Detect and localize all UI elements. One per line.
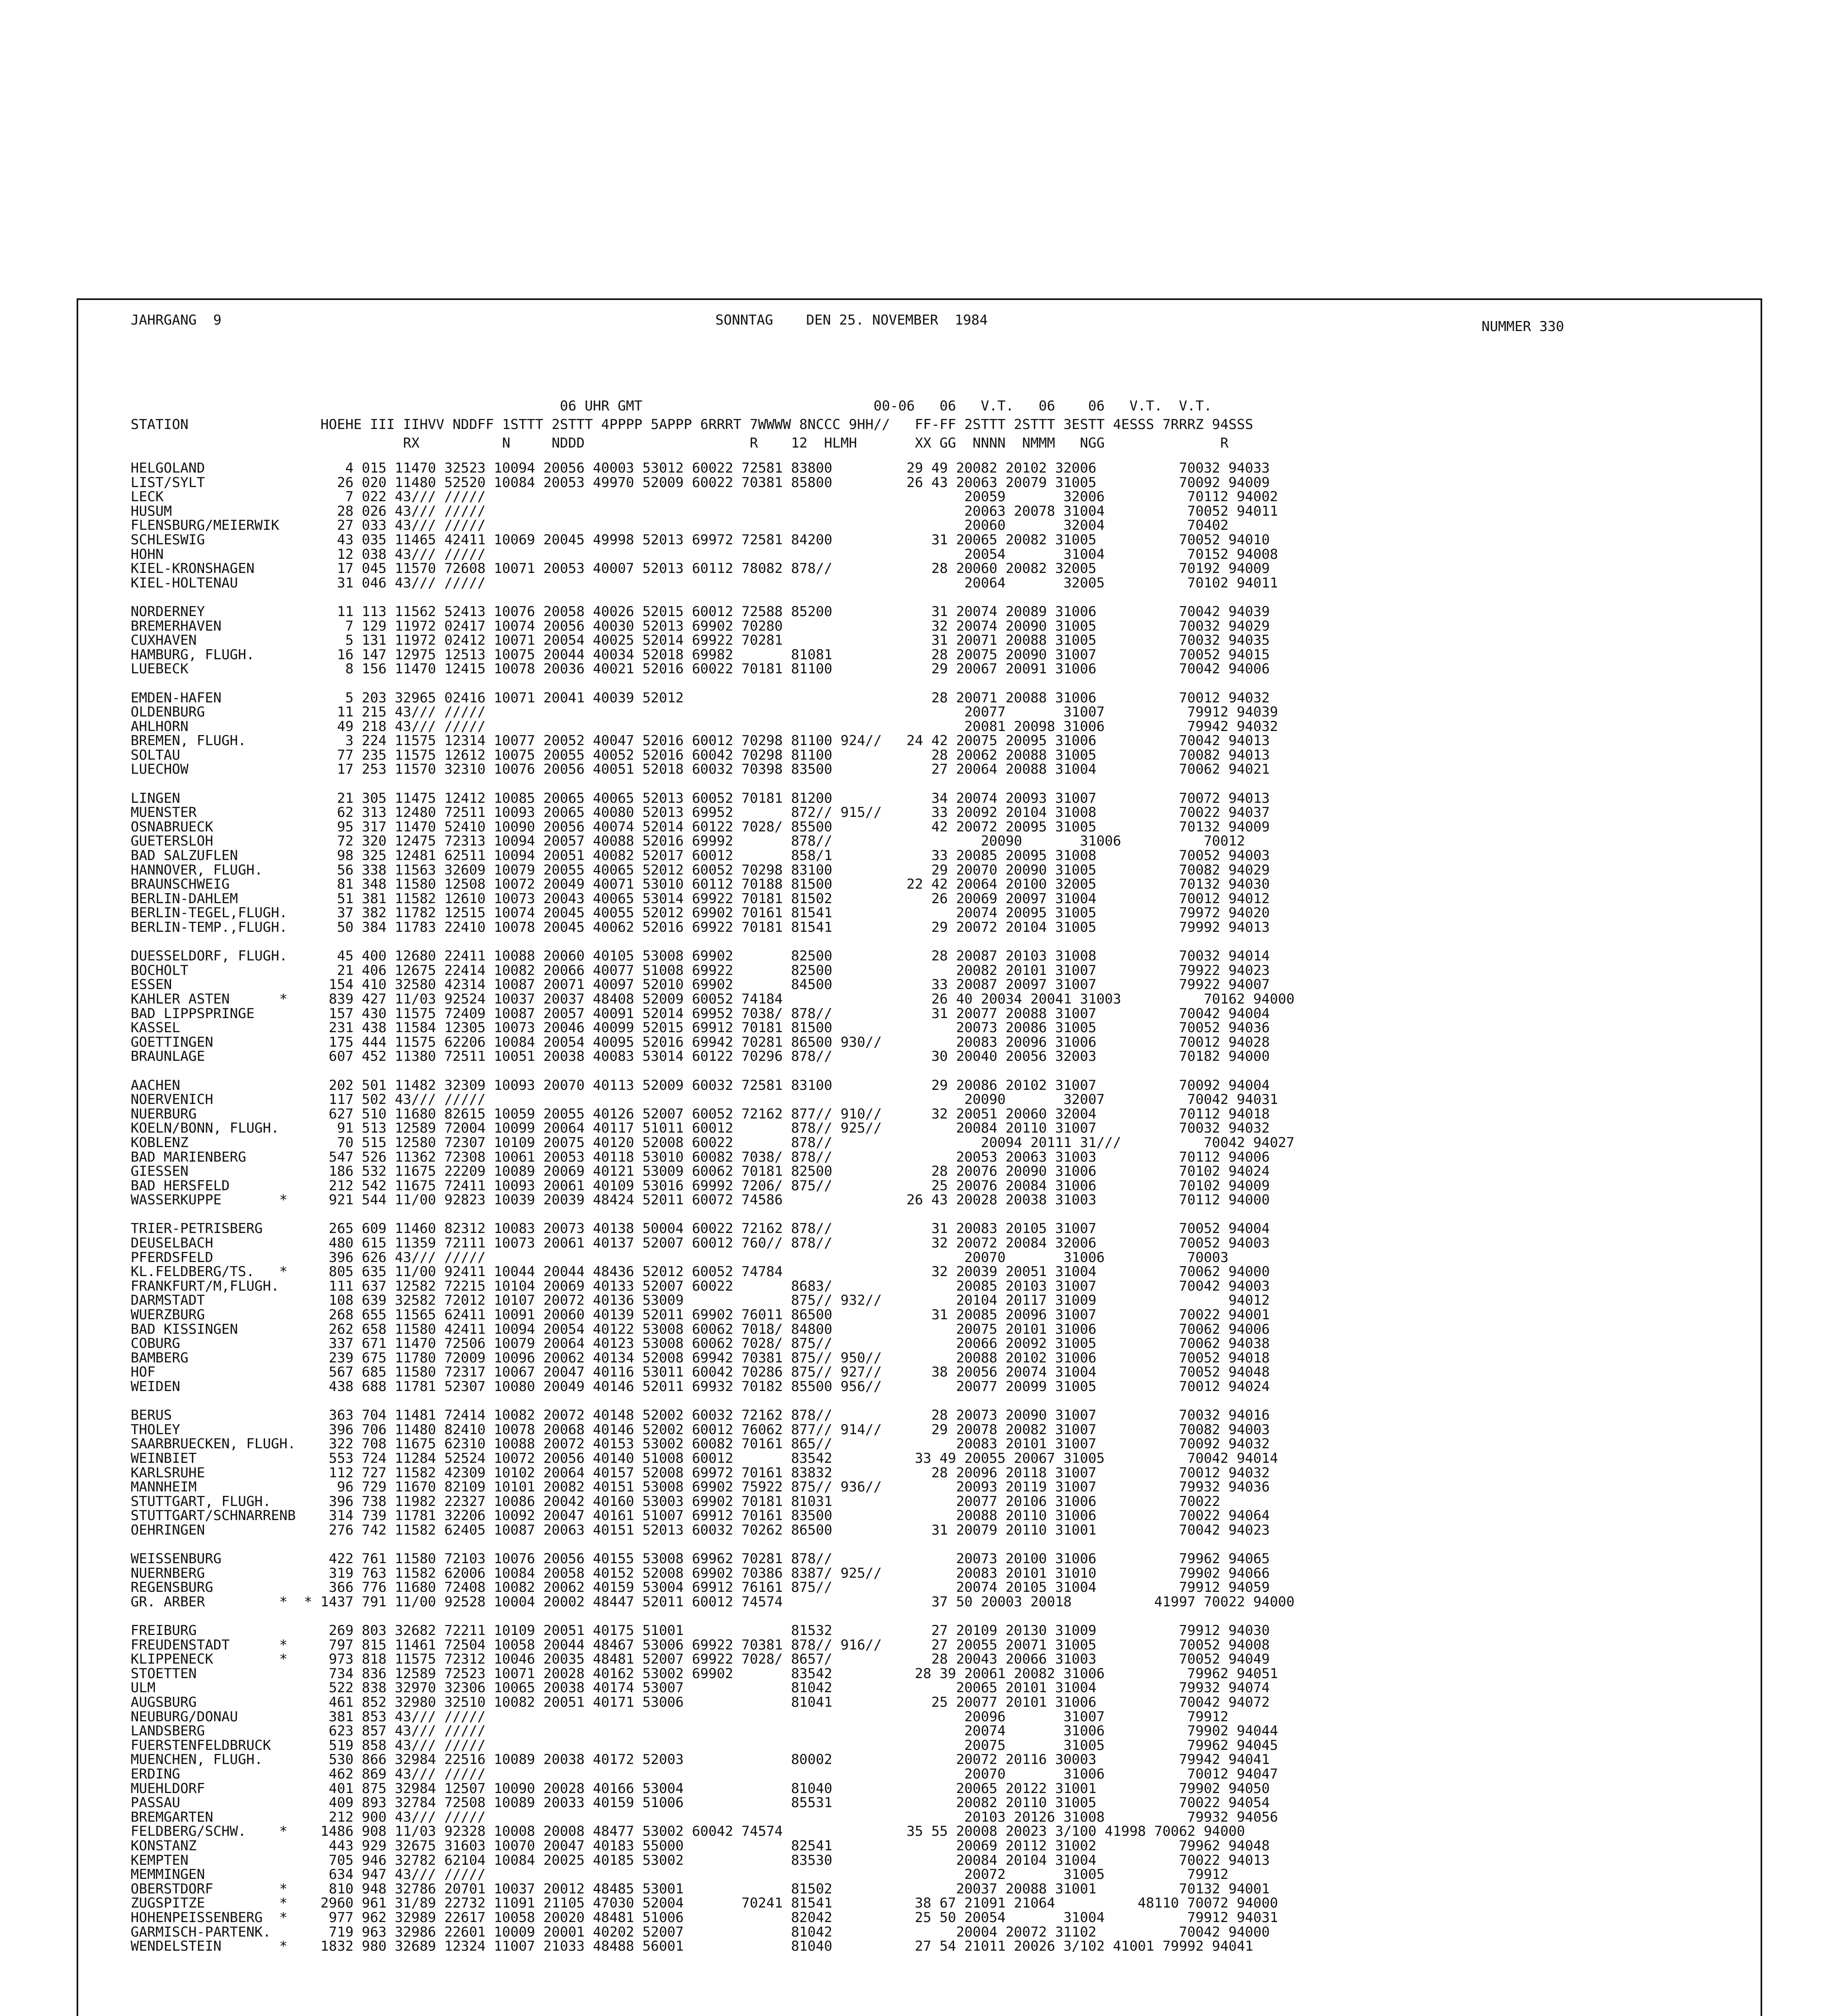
- table-row: MANNHEIM 96 729 11670 82109 10101 20082 40151 53008 69902 75922 875// 936// 20093 20119 31007 79932 94036: [131, 1479, 1270, 1495]
- group-separator: [131, 677, 1294, 691]
- column-header-line-3: RX N NDDD R 12 HLMH XX GG NNNN NMMM NGG R: [131, 435, 1229, 451]
- group-separator: [131, 1394, 1294, 1409]
- table-row: WEIDEN 438 688 11781 52307 10080 20049 40146 52011 69932 70182 85500 956// 20077 20099 31005 70012 94024: [131, 1379, 1270, 1395]
- table-row: HUSUM 28 026 43/// ///// 20063 20078 31004 70052 94011: [131, 503, 1278, 519]
- table-row: ULM 522 838 32970 32306 10065 20038 40174 53007 81042 20065 20101 31004 79932 94074: [131, 1680, 1270, 1696]
- table-row: COBURG 337 671 11470 72506 10079 20064 40123 53008 60062 7028/ 875// 20066 20092 31005 70062 94038: [131, 1335, 1270, 1352]
- table-row: BAD MARIENBERG 547 526 11362 72308 10061 20053 40118 53010 60082 7038/ 878// 20053 20063 31003 70112 94006: [131, 1149, 1270, 1165]
- issue-number: NUMMER 330: [1482, 319, 1564, 335]
- table-row: KAHLER ASTEN * 839 427 11/03 92524 10037 20037 48408 52009 60052 74184 26 40 20034 20041 31003 70162 94000: [131, 991, 1295, 1007]
- volume-label: JAHRGANG 9: [131, 312, 222, 328]
- table-row: PFERDSFELD 396 626 43/// ///// 20070 31006 70003: [131, 1249, 1229, 1266]
- table-row: AACHEN 202 501 11482 32309 10093 20070 40113 52009 60032 72581 83100 29 20086 20102 31007 70092 94004: [131, 1077, 1270, 1093]
- table-row: NORDERNEY 11 113 11562 52413 10076 20058 40026 52015 60012 72588 85200 31 20074 20089 31006 70042 94039: [131, 603, 1270, 620]
- table-row: BRAUNSCHWEIG 81 348 11580 12508 10072 20049 40071 53010 60112 70188 81500 22 42 20064 20100 32005 70132 94030: [131, 876, 1270, 893]
- table-row: FREIBURG 269 803 32682 72211 10109 20051 40175 51001 81532 27 20109 20130 31009 79912 94030: [131, 1622, 1270, 1639]
- table-row: LUEBECK 8 156 11470 12415 10078 20036 40021 52016 60022 70181 81100 29 20067 20091 31006 70042 94006: [131, 661, 1270, 677]
- table-row: BERUS 363 704 11481 72414 10082 20072 40148 52002 60032 72162 878// 28 20073 20090 31007 70032 94016: [131, 1407, 1270, 1424]
- table-row: MEMMINGEN 634 947 43/// ///// 20072 31005 79912: [131, 1866, 1229, 1883]
- table-row: OLDENBURG 11 215 43/// ///// 20077 31007 79912 94039: [131, 704, 1278, 721]
- table-row: EMDEN-HAFEN 5 203 32965 02416 10071 20041 40039 52012 28 20071 20088 31006 70012 94032: [131, 689, 1270, 706]
- table-row: WASSERKUPPE * 921 544 11/00 92823 10039 20039 48424 52011 60072 74586 26 43 20028 20038 31003 70112 94000: [131, 1192, 1270, 1208]
- table-row: GOETTINGEN 175 444 11575 62206 10084 20054 40095 52016 69942 70281 86500 930// 20083 20096 31006 70012 94028: [131, 1034, 1270, 1050]
- table-row: NOERVENICH 117 502 43/// ///// 20090 32007 70042 94031: [131, 1091, 1278, 1108]
- table-row: BERLIN-DAHLEM 51 381 11582 12610 10073 20043 40065 53014 69922 70181 81502 26 20069 20097 31004 70012 94012: [131, 890, 1270, 907]
- table-row: BERLIN-TEMP.,FLUGH. 50 384 11783 22410 10078 20045 40062 52016 69922 70181 81541 29 20072 20104 31005 79992 94013: [131, 919, 1270, 935]
- table-row: KONSTANZ 443 929 32675 31603 10070 20047 40183 55000 82541 20069 20112 31002 79962 94048: [131, 1838, 1270, 1854]
- table-row: BREMGARTEN 212 900 43/// ///// 20103 20126 31008 79932 94056: [131, 1809, 1278, 1825]
- table-row: KEMPTEN 705 946 32782 62104 10084 20025 40185 53002 83530 20084 20104 31004 70022 94013: [131, 1852, 1270, 1868]
- table-row: GUETERSLOH 72 320 12475 72313 10094 20057 40088 52016 69992 878// 20090 31006 70012: [131, 833, 1245, 850]
- table-row: ERDING 462 869 43/// ///// 20070 31006 70012 94047: [131, 1766, 1278, 1783]
- group-separator: [131, 935, 1294, 950]
- table-row: OSNABRUECK 95 317 11470 52410 10090 20056 40074 52014 60122 7028/ 85500 42 20072 20095 31005 70132 94009: [131, 818, 1270, 835]
- column-header-line-2: STATION HOEHE III IIHVV NDDFF 1STTT 2STTT 4PPPP 5APPP 6RRRT 7WWWW 8NCCC 9HH// FF-FF 2STTT 2STTT 3ESTT 4ESSS 7RRRZ 94SSS: [131, 417, 1253, 433]
- table-row: LANDSBERG 623 857 43/// ///// 20074 31006 79902 94044: [131, 1723, 1278, 1739]
- group-separator: [131, 590, 1294, 605]
- table-row: WEISSENBURG 422 761 11580 72103 10076 20056 40155 53008 69962 70281 878// 20073 20100 31006 79962 94065: [131, 1551, 1270, 1567]
- table-row: NUERBURG 627 510 11680 82615 10059 20055 40126 52007 60052 72162 877// 910// 32 20051 20060 32004 70112 94018: [131, 1106, 1270, 1122]
- table-row: FLENSBURG/MEIERWIK 27 033 43/// ///// 20060 32004 70402: [131, 517, 1229, 534]
- table-row: MUENCHEN, FLUGH. 530 866 32984 22516 10089 20038 40172 52003 80002 20072 20116 30003 79942 94041: [131, 1752, 1270, 1768]
- table-row: DEUSELBACH 480 615 11359 72111 10073 20061 40137 52007 60012 760// 878// 32 20072 20084 32006 70052 94003: [131, 1235, 1270, 1252]
- column-header: [131, 397, 1253, 452]
- station-table: [131, 461, 1294, 1954]
- table-row: KARLSRUHE 112 727 11582 42309 10102 20064 40157 52008 69972 70161 83832 28 20096 20118 31007 70012 94032: [131, 1464, 1270, 1481]
- table-row: NEUBURG/DONAU 381 853 43/// ///// 20096 31007 79912: [131, 1708, 1229, 1725]
- table-row: MUENSTER 62 313 12480 72511 10093 20065 40080 52013 69952 872// 915// 33 20092 20104 31008 70022 94037: [131, 804, 1270, 821]
- table-row: STOETTEN 734 836 12589 72523 10071 20028 40162 53002 69902 83542 28 39 20061 20082 31006 79962 94051: [131, 1665, 1278, 1682]
- group-separator: [131, 777, 1294, 791]
- report-date: SONNTAG DEN 25. NOVEMBER 1984: [715, 312, 988, 328]
- table-row: ESSEN 154 410 32580 42314 10087 20071 40097 52010 69902 84500 33 20087 20097 31007 79922 94007: [131, 977, 1270, 993]
- table-row: OEHRINGEN 276 742 11582 62405 10087 20063 40151 52013 60032 70262 86500 31 20079 20110 31001 70042 94023: [131, 1522, 1270, 1538]
- table-row: CUXHAVEN 5 131 11972 02412 10071 20054 40025 52014 69922 70281 31 20071 20088 31005 70032 94035: [131, 632, 1270, 649]
- table-row: HAMBURG, FLUGH. 16 147 12975 12513 10075 20044 40034 52018 69982 81081 28 20075 20090 31007 70052 94015: [131, 646, 1270, 663]
- table-row: FUERSTENFELDBRUCK 519 858 43/// ///// 20075 31005 79962 94045: [131, 1737, 1278, 1754]
- table-row: GR. ARBER * * 1437 791 11/00 92528 10004 20002 48447 52011 60012 74574 37 50 20003 20018 41997 70022 94000: [131, 1593, 1295, 1610]
- group-separator: [131, 1064, 1294, 1079]
- table-row: LINGEN 21 305 11475 12412 10085 20065 40065 52013 60052 70181 81200 34 20074 20093 31007 70072 94013: [131, 790, 1270, 806]
- table-row: BREMERHAVEN 7 129 11972 02417 10074 20056 40030 52013 69902 70280 32 20074 20090 31005 70032 94029: [131, 618, 1270, 634]
- table-row: HELGOLAND 4 015 11470 32523 10094 20056 40003 53012 60022 72581 83800 29 49 20082 20102 32006 70032 94033: [131, 460, 1270, 476]
- table-row: LIST/SYLT 26 020 11480 52520 10084 20053 49970 52009 60022 70381 85800 26 43 20063 20079 31005 70092 94009: [131, 474, 1270, 491]
- table-row: TRIER-PETRISBERG 265 609 11460 82312 10083 20073 40138 50004 60022 72162 878// 31 20083 20105 31007 70052 94004: [131, 1220, 1270, 1237]
- table-row: KL.FELDBERG/TS. * 805 635 11/00 92411 10044 20044 48436 52012 60052 74784 32 20039 20051 31004 70062 94000: [131, 1264, 1270, 1280]
- table-row: SOLTAU 77 235 11575 12612 10075 20055 40052 52016 60042 70298 81100 28 20062 20088 31005 70082 94013: [131, 747, 1270, 763]
- table-row: BAD HERSFELD 212 542 11675 72411 10093 20061 40109 53016 69992 7206/ 875// 25 20076 20084 31006 70102 94009: [131, 1177, 1270, 1194]
- table-row: HOF 567 685 11580 72317 10067 20047 40116 53011 60042 70286 875// 927// 38 20056 20074 31004 70052 94048: [131, 1364, 1270, 1381]
- table-row: PASSAU 409 893 32784 72508 10089 20033 40159 51006 85531 20082 20110 31005 70022 94054: [131, 1795, 1270, 1811]
- table-row: HANNOVER, FLUGH. 56 338 11563 32609 10079 20055 40065 52012 60052 70298 83100 29 20070 20090 31005 70082 94029: [131, 862, 1270, 878]
- table-row: WEINBIET 553 724 11284 52524 10072 20056 40140 51008 60012 83542 33 49 20055 20067 31005 70042 94014: [131, 1450, 1278, 1466]
- table-row: HOHN 12 038 43/// ///// 20054 31004 70152 94008: [131, 546, 1278, 562]
- table-row: HOHENPEISSENBERG * 977 962 32989 22617 10058 20020 48481 51006 82042 25 50 20054 31004 79912 94031: [131, 1909, 1278, 1926]
- table-row: BREMEN, FLUGH. 3 224 11575 12314 10077 20052 40047 52016 60012 70298 81100 924// 24 42 20075 20095 31006 70042 94013: [131, 733, 1270, 749]
- table-row: GIESSEN 186 532 11675 22209 10089 20069 40121 53009 60062 70181 82500 28 20076 20090 31006 70102 94024: [131, 1163, 1270, 1180]
- table-row: KOBLENZ 70 515 12580 72307 10109 20075 40120 52008 60022 878// 20094 20111 31/// 70042 94027: [131, 1134, 1295, 1151]
- table-row: WUERZBURG 268 655 11565 62411 10091 20060 40139 52011 69902 76011 86500 31 20085 20096 31007 70022 94001: [131, 1307, 1270, 1323]
- table-row: FREUDENSTADT * 797 815 11461 72504 10058 20044 48467 53006 69922 70381 878// 916// 27 20055 20071 31005 70052 94008: [131, 1637, 1270, 1653]
- report-frame: [77, 298, 1762, 2016]
- table-row: WENDELSTEIN * 1832 980 32689 12324 11007 21033 48488 56001 81040 27 54 21011 20026 3/102 41001 79992 94041: [131, 1938, 1253, 1955]
- table-row: KIEL-HOLTENAU 31 046 43/// ///// 20064 32005 70102 94011: [131, 575, 1278, 591]
- table-row: THOLEY 396 706 11480 82410 10078 20068 40146 52002 60012 76062 877// 914// 29 20078 20082 31007 70082 94003: [131, 1421, 1270, 1438]
- table-row: BRAUNLAGE 607 452 11380 72511 10051 20038 40083 53014 60122 70296 878// 30 20040 20056 32003 70182 94000: [131, 1048, 1270, 1065]
- table-row: GARMISCH-PARTENK. 719 963 32986 22601 10009 20001 40202 52007 81042 20004 20072 31102 70042 94000: [131, 1924, 1270, 1940]
- table-row: ZUGSPITZE * 2960 961 31/89 22732 11091 21105 47030 52004 70241 81541 38 67 21091 21064 48110 70072 94000: [131, 1895, 1278, 1912]
- table-row: DARMSTADT 108 639 32582 72012 10107 20072 40136 53009 875// 932// 20104 20117 31009 94012: [131, 1292, 1270, 1309]
- table-row: AHLHORN 49 218 43/// ///// 20081 20098 31006 79942 94032: [131, 718, 1278, 735]
- table-row: LECK 7 022 43/// ///// 20059 32006 70112 94002: [131, 489, 1278, 505]
- table-row: KASSEL 231 438 11584 12305 10073 20046 40099 52015 69912 70181 81500 20073 20086 31005 70052 94036: [131, 1020, 1270, 1036]
- table-row: STUTTGART, FLUGH. 396 738 11982 22327 10086 20042 40160 53003 69902 70181 81031 20077 20106 31006 70022: [131, 1493, 1221, 1510]
- table-row: REGENSBURG 366 776 11680 72408 10082 20062 40159 53004 69912 76161 875// 20074 20105 31004 79912 94059: [131, 1579, 1270, 1596]
- table-row: BERLIN-TEGEL,FLUGH. 37 382 11782 12515 10074 20045 40055 52012 69902 70161 81541 20074 20095 31005 79972 94020: [131, 905, 1270, 921]
- group-separator: [131, 1538, 1294, 1552]
- table-row: BOCHOLT 21 406 12675 22414 10082 20066 40077 51008 69922 82500 20082 20101 31007 79922 94023: [131, 962, 1270, 979]
- group-separator: [131, 1208, 1294, 1222]
- table-row: SCHLESWIG 43 035 11465 42411 10069 20045 49998 52013 69972 72581 84200 31 20065 20082 31005 70052 94010: [131, 531, 1270, 548]
- table-row: AUGSBURG 461 852 32980 32510 10082 20051 40171 53006 81041 25 20077 20101 31006 70042 94072: [131, 1694, 1270, 1711]
- table-row: LUECHOW 17 253 11570 32310 10076 20056 40051 52018 60032 70398 83500 27 20064 20088 31004 70062 94021: [131, 761, 1270, 778]
- table-row: SAARBRUECKEN, FLUGH. 322 708 11675 62310 10088 20072 40153 53002 60082 70161 865// 20083 20101 31007 70092 94032: [131, 1436, 1270, 1452]
- table-row: KIEL-KRONSHAGEN 17 045 11570 72608 10071 20053 40007 52013 60112 78082 878// 28 20060 20082 32005 70192 94009: [131, 560, 1270, 577]
- table-row: BAD KISSINGEN 262 658 11580 42411 10094 20054 40122 53008 60062 7018/ 84800 20075 20101 31006 70062 94006: [131, 1321, 1270, 1337]
- table-row: MUEHLDORF 401 875 32984 12507 10090 20028 40166 53004 81040 20065 20122 31001 79902 94050: [131, 1780, 1270, 1797]
- table-row: KLIPPENECK * 973 818 11575 72312 10046 20035 48481 52007 69922 7028/ 8657/ 28 20043 20066 31003 70052 94049: [131, 1651, 1270, 1668]
- group-separator: [131, 1610, 1294, 1624]
- table-row: BAD LIPPSPRINGE 157 430 11575 72409 10087 20057 40091 52014 69952 7038/ 878// 31 20077 20088 31007 70042 94004: [131, 1005, 1270, 1022]
- table-row: BAD SALZUFLEN 98 325 12481 62511 10094 20051 40082 52017 60012 858/1 33 20085 20095 31008 70052 94003: [131, 848, 1270, 864]
- table-row: FRANKFURT/M,FLUGH. 111 637 12582 72215 10104 20069 40133 52007 60022 8683/ 20085 20103 31007 70042 94003: [131, 1278, 1270, 1294]
- table-row: STUTTGART/SCHNARRENB 314 739 11781 32206 10092 20047 40161 51007 69912 70161 83500 20088 20110 31006 70022 94064: [131, 1508, 1270, 1524]
- table-row: DUESSELDORF, FLUGH. 45 400 12680 22411 10088 20060 40105 53008 69902 82500 28 20087 20103 31008 70032 94014: [131, 948, 1270, 964]
- table-row: BAMBERG 239 675 11780 72009 10096 20062 40134 52008 69942 70381 875// 950// 20088 20102 31006 70052 94018: [131, 1350, 1270, 1366]
- table-row: KOELN/BONN, FLUGH. 91 513 12589 72004 10099 20064 40117 51011 60012 878// 925// 20084 20110 31007 70032 94032: [131, 1120, 1270, 1137]
- column-header-line-1: 06 UHR GMT 00-06 06 V.T. 06 06 V.T. V.T.: [131, 398, 1212, 414]
- table-row: NUERNBERG 319 763 11582 62006 10084 20058 40152 52008 69902 70386 8387/ 925// 20083 20101 31010 79902 94066: [131, 1565, 1270, 1581]
- table-row: OBERSTDORF * 810 948 32786 20701 10037 20012 48485 53001 81502 20037 20088 31001 70132 94001: [131, 1881, 1270, 1897]
- table-row: FELDBERG/SCHW. * 1486 908 11/03 92328 10008 20008 48477 53002 60042 74574 35 55 20008 20023 3/100 41998 70062 94000: [131, 1823, 1245, 1840]
